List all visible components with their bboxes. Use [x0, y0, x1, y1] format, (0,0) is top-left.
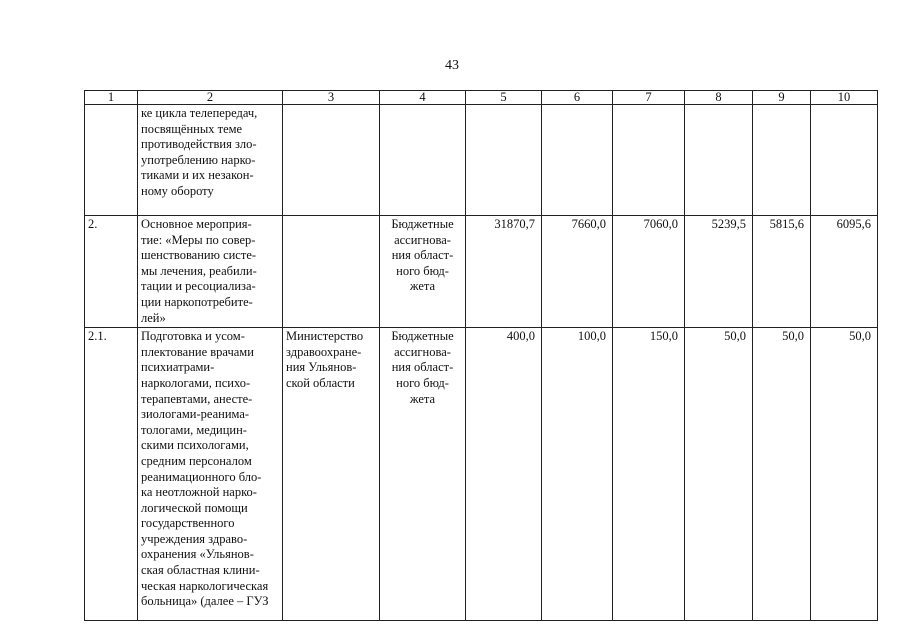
value-year: 50,0 — [685, 328, 753, 621]
row-number: 2.1. — [85, 328, 138, 621]
table-row — [85, 328, 878, 621]
value-year: 50,0 — [811, 328, 878, 621]
column-header: 3 — [283, 91, 380, 105]
funding-source — [380, 105, 466, 216]
column-header: 2 — [138, 91, 283, 105]
value-year — [613, 105, 685, 216]
column-header: 8 — [685, 91, 753, 105]
value-year: 5239,5 — [685, 216, 753, 328]
program-table — [84, 90, 878, 621]
measure-name: Основное мероприя- тие: «Меры по совер- шенствованию систе- мы лечения, реабили- тации и ресоциализа- ции наркопотребите- лей» — [138, 216, 283, 328]
column-header: 1 — [85, 91, 138, 105]
value-year: 7060,0 — [613, 216, 685, 328]
value-year: 5815,6 — [753, 216, 811, 328]
value-year — [685, 105, 753, 216]
value-year: 150,0 — [613, 328, 685, 621]
value-total: 400,0 — [466, 328, 542, 621]
value-year: 6095,6 — [811, 216, 878, 328]
executor: Министерство здравоохране- ния Ульянов- ской области — [283, 328, 380, 621]
funding-source: Бюджетные ассигнова- ния област- ного бюд- жета — [380, 216, 466, 328]
table-row — [85, 105, 878, 216]
value-total: 31870,7 — [466, 216, 542, 328]
executor — [283, 216, 380, 328]
column-number-row — [85, 91, 878, 105]
column-header: 6 — [542, 91, 613, 105]
funding-source: Бюджетные ассигнова- ния област- ного бюд- жета — [380, 328, 466, 621]
value-year — [542, 105, 613, 216]
row-number: 2. — [85, 216, 138, 328]
measure-name: Подготовка и усом- плектование врачами психиатрами- наркологами, психо- терапевтами, анесте- зиологами-реанима- тологами, медицин- скими психологами, средним персоналом реанимационного бло- ка неотложной нарко- логической помощи государственного учреждения здраво- охранения «Ульянов- ская областная клини- ческая наркологическая больница» (далее – ГУЗ — [138, 328, 283, 621]
table-row — [85, 216, 878, 328]
column-header: 10 — [811, 91, 878, 105]
column-header: 9 — [753, 91, 811, 105]
measure-name: ке цикла телепередач, посвящённых теме противодействия зло- употреблению нарко- тиками и их незакон- ному обороту — [138, 105, 283, 216]
executor — [283, 105, 380, 216]
row-number — [85, 105, 138, 216]
value-year — [811, 105, 878, 216]
value-total — [466, 105, 542, 216]
value-year: 7660,0 — [542, 216, 613, 328]
value-year: 50,0 — [753, 328, 811, 621]
value-year: 100,0 — [542, 328, 613, 621]
column-header: 4 — [380, 91, 466, 105]
column-header: 7 — [613, 91, 685, 105]
column-header: 5 — [466, 91, 542, 105]
page-number: 43 — [445, 58, 459, 73]
value-year — [753, 105, 811, 216]
